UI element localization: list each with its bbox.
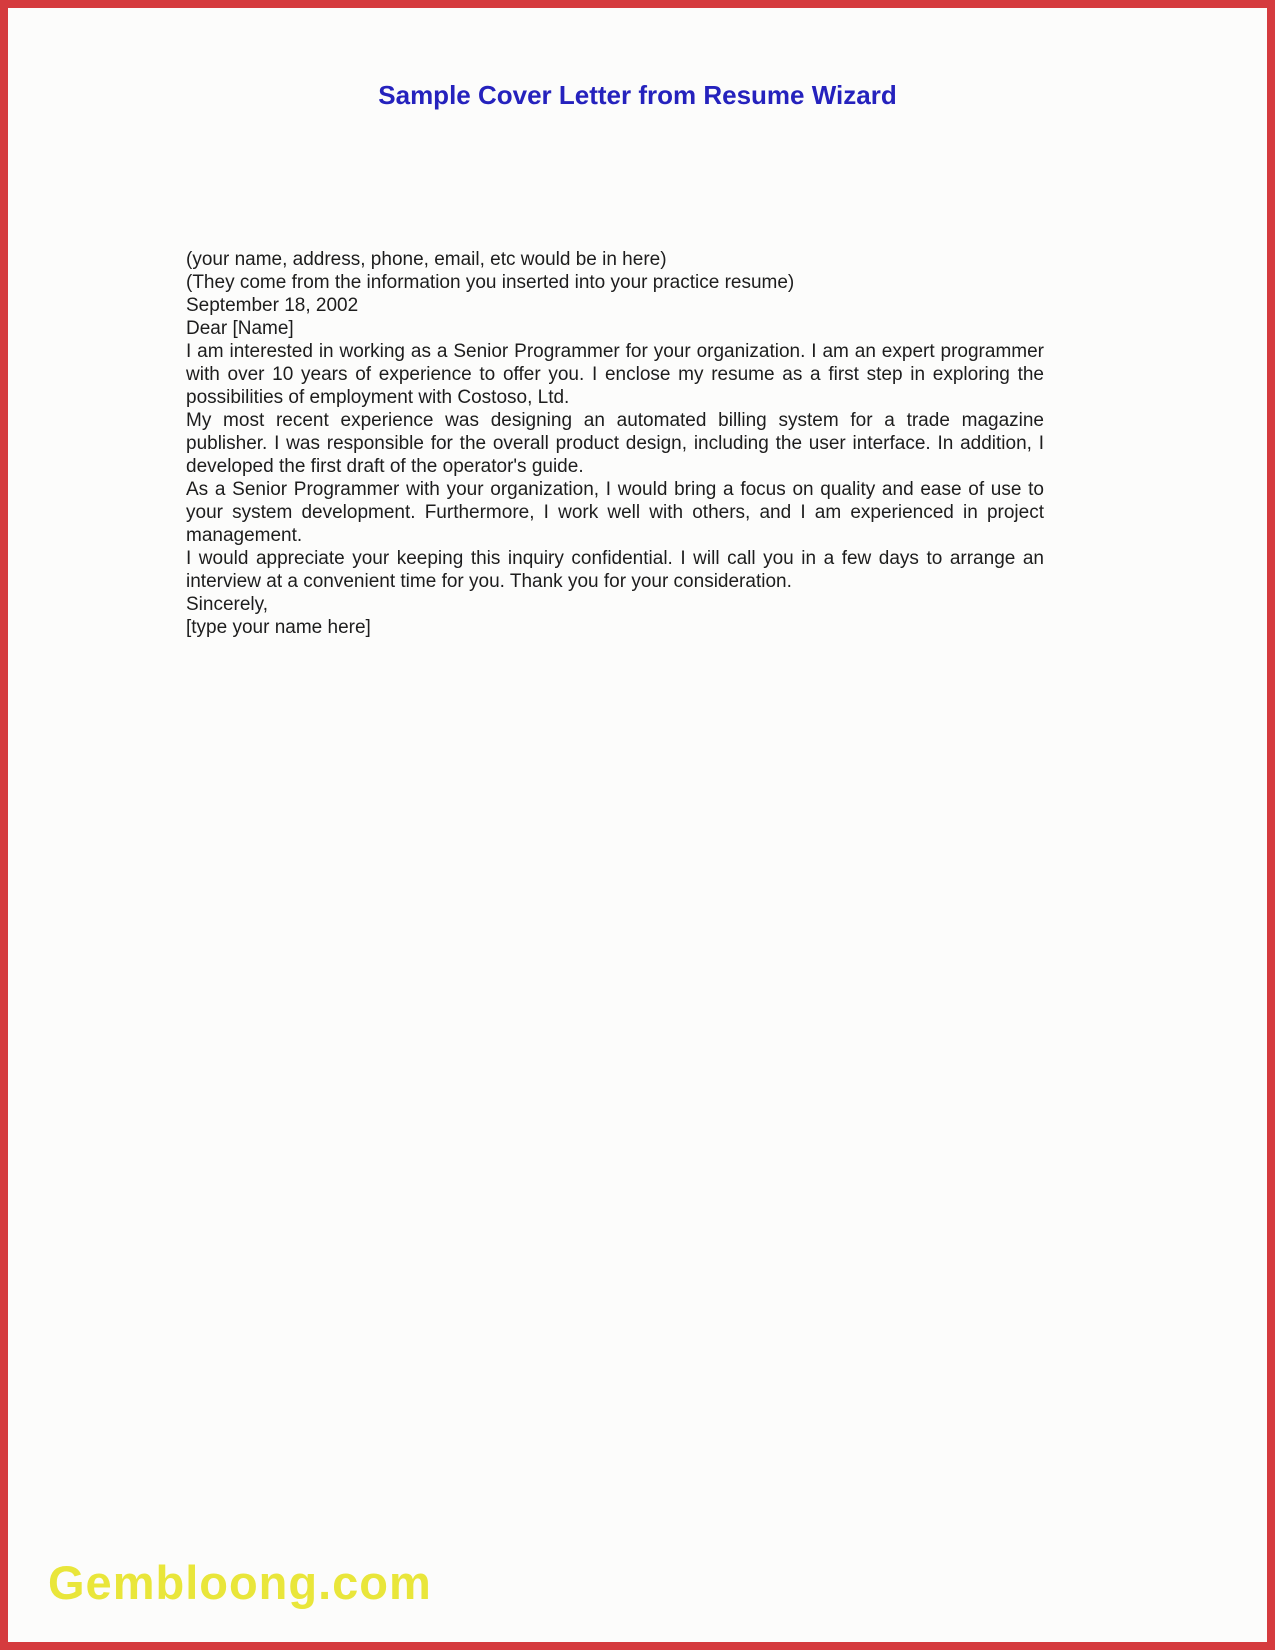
letter-body (186, 248, 1044, 639)
paragraph-interest: I am interested in working as a Senior Programmer for your organization. I am an expert programmer with over 10 years of experience to offer you. I enclose my resume as a first step in exploring the possibilities of employment with Costoso, Ltd. (186, 341, 1044, 408)
paragraph-confidential: I would appreciate your keeping this inquiry confidential. I will call you in a few days to arrange an interview at a convenient time for you. Thank you for your consideration. (186, 548, 1044, 592)
contact-placeholder-line: (your name, address, phone, email, etc would be in here) (186, 249, 667, 270)
watermark-text: Gembloong.com (48, 1556, 432, 1609)
closing: Sincerely, (186, 594, 269, 615)
signature-placeholder: [type your name here] (186, 617, 371, 638)
contact-source-placeholder-line: (They come from the information you inserted into your practice resume) (186, 272, 795, 293)
paragraph-experience: My most recent experience was designing an automated billing system for a trade magazine publisher. I was responsible for the overall product design, including the user interface. In addition, I developed the first draft of the operator's guide. (186, 410, 1044, 477)
salutation: Dear [Name] (186, 318, 294, 339)
page-title: Sample Cover Letter from Resume Wizard (378, 80, 897, 110)
letter-date: September 18, 2002 (186, 295, 359, 316)
paragraph-qualities: As a Senior Programmer with your organization, I would bring a focus on quality and ease of use to your system development. Furthermore, I work well with others, and I am experienced in project management. (186, 479, 1044, 546)
